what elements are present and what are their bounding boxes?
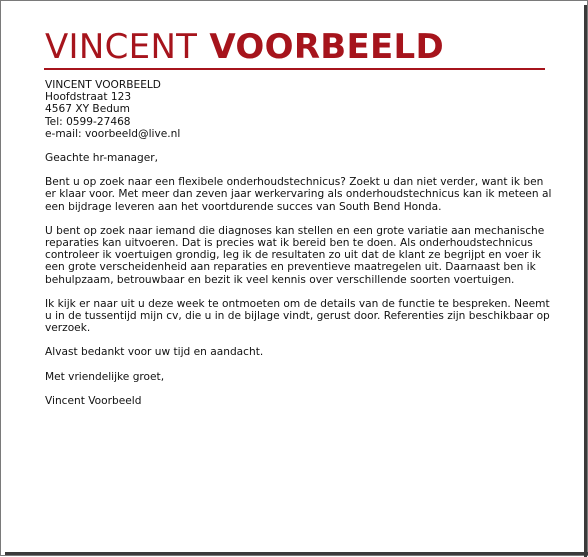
sender-name: VINCENT VOORBEELD	[45, 79, 161, 91]
sender-city: 4567 XY Bedum	[45, 103, 130, 116]
paragraph-meeting: Ik kijk er naar uit u deze week te ontmoeten om de details van de functie te bespreken. Neemt u in de tussentijd mijn cv, die u in de bijlage vindt, gerust door. Referenties zijn beschikbaar op verzoek.	[45, 297, 550, 335]
page-shadow-bottom	[5, 552, 588, 555]
closing: Met vriendelijke groet,	[45, 370, 165, 383]
paragraph-intro: Bent u op zoek naar een flexibele onderhoudstechnicus? Zoekt u dan niet verder, want ik ben er klaar voor. Met meer dan zeven jaar werkervaring als onderhoudstechnicus kan ik meteen al een bijdrage leveren aan het voortdurende succes van South Bend Honda.	[45, 176, 552, 213]
sender-address	[45, 79, 553, 140]
paragraph-skills: U bent op zoek naar iemand die diagnoses kan stellen en een grote variatie aan mechanische reparaties kan uitvoeren. Dat is precies wat ik bereid ben te doen. Als onderhoudstechnicus controleer ik voertuigen grondig, leg ik de resultaten zo uit dat de klant ze begrijpt en voer ik een grote verscheidenheid aan reparaties en preventieve maatregelen uit. Daarnaast ben ik behulpzaam, betrouwbaar en bezit ik veel kennis over verschillende soorten voertuigen.	[45, 224, 545, 286]
paragraph-thanks: Alvast bedankt voor uw tijd en aandacht.	[45, 346, 264, 359]
sender-email: e-mail: voorbeeld@live.nl	[45, 127, 181, 140]
salutation: Geachte hr-manager,	[45, 152, 158, 165]
title-first-name: VINCENT	[45, 27, 198, 67]
title-last-name: VOORBEELD	[209, 27, 445, 67]
signature: Vincent Voorbeeld	[45, 394, 142, 407]
letter-title	[45, 27, 444, 67]
sender-phone: Tel: 0599-27468	[45, 115, 131, 128]
sender-street: Hoofdstraat 123	[45, 91, 132, 104]
letter-body	[45, 79, 553, 407]
page-shadow-right	[584, 5, 587, 557]
title-divider	[44, 68, 545, 70]
